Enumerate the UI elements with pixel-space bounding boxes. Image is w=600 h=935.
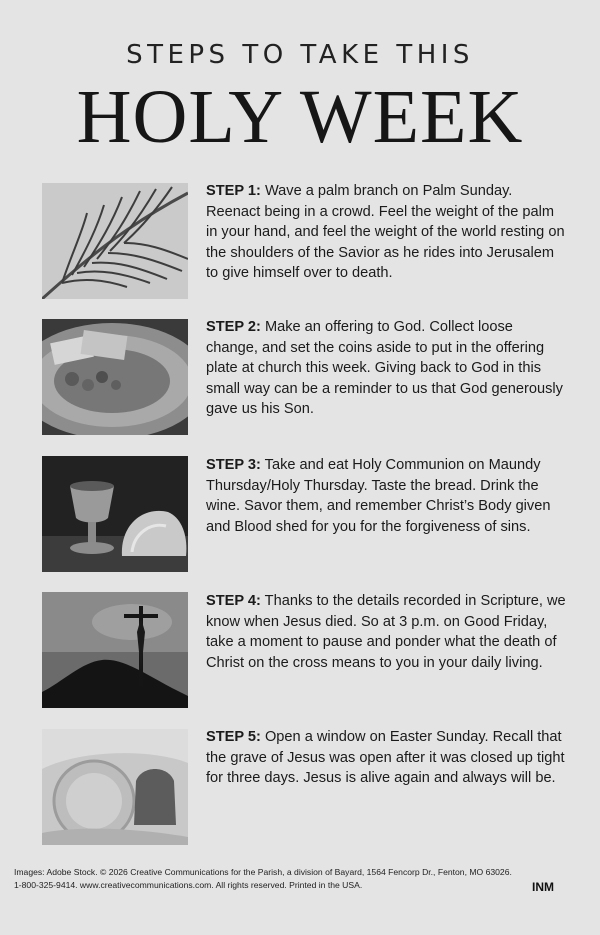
step-4-body: Thanks to the details recorded in Scripture, we know when Jesus died. So at 3 p.m. on Good Friday, take a moment to pause and ponder what the death of Christ on the cross means to you in your daily living. — [206, 593, 566, 671]
step-1-body: Wave a palm branch on Palm Sunday. Reenact being in a crowd. Feel the weight of the palm in your hand, and feel the weight of the world resting on the shoulders of the Savior as he rides into Jerusalem to give himself over to death. — [206, 183, 565, 282]
empty-tomb-image — [42, 729, 188, 845]
product-code: INM — [532, 880, 554, 894]
step-4-text — [206, 591, 566, 673]
footer-line-1: Images: Adobe Stock. © 2026 Creative Communications for the Parish, a division of Bayard, 1564 Fencorp Dr., Fenton, MO 63026. — [14, 867, 512, 877]
chalice-bread-image — [42, 456, 188, 572]
step-2-label: STEP 2: — [206, 319, 261, 335]
step-1-label: STEP 1: — [206, 183, 261, 199]
header-kicker: STEPS TO TAKE THIS — [126, 40, 474, 70]
crucifix-hill-image — [42, 592, 188, 708]
footer-credits — [14, 866, 574, 891]
step-4-label: STEP 4: — [206, 593, 261, 609]
step-5-body: Open a window on Easter Sunday. Recall that the grave of Jesus was open after it was closed up tight for three days. Jesus is alive again and always will be. — [206, 729, 565, 787]
step-3-label: STEP 3: — [206, 457, 261, 473]
page-title: HOLY WEEK — [76, 75, 524, 159]
step-2-text — [206, 317, 566, 420]
step-2-body: Make an offering to God. Collect loose change, and set the coins aside to put in the offering plate at church this week. Giving back to God in this small way can be a reminder to us that God generously gave us his Son. — [206, 319, 563, 418]
step-3-text — [206, 455, 566, 537]
palm-branch-image — [42, 183, 188, 299]
offering-plate-image — [42, 319, 188, 435]
footer-line-2: 1-800-325-9414. www.creativecommunications.com. All rights reserved. Printed in the USA. — [14, 879, 363, 890]
step-5-text — [206, 727, 566, 789]
step-5-label: STEP 5: — [206, 729, 261, 745]
step-1-text — [206, 181, 566, 284]
step-3-body: Take and eat Holy Communion on Maundy Thursday/Holy Thursday. Taste the bread. Drink the wine. Savor them, and remember Christ’s Body given and Blood shed for you for the forgiveness of sins. — [206, 457, 551, 535]
